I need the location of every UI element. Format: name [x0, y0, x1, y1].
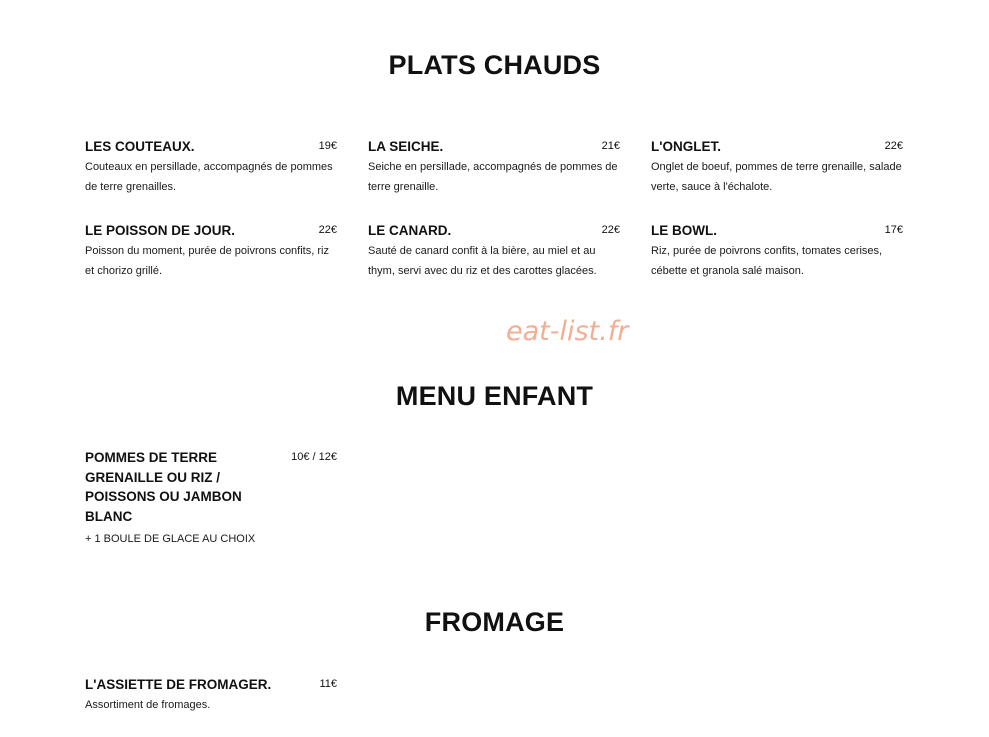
item-name: LE BOWL.	[651, 223, 717, 238]
menu-item	[368, 137, 620, 197]
item-name: LA SEICHE.	[368, 139, 444, 154]
item-price: 22€	[601, 224, 620, 236]
item-description: Seiche en persillade, accompagnés de pommes de terre grenaille.	[368, 161, 618, 193]
item-name: L'ONGLET.	[651, 139, 721, 154]
menu-item	[85, 448, 337, 549]
item-name: LES COUTEAUX.	[85, 139, 195, 154]
item-price: 19€	[318, 140, 337, 152]
item-description: Sauté de canard confit à la bière, au miel et au thym, servi avec du riz et des carottes glacées.	[368, 245, 597, 277]
item-description: + 1 BOULE DE GLACE AU CHOIX	[85, 533, 256, 545]
item-description: Onglet de boeuf, pommes de terre grenaille, salade verte, sauce à l'échalote.	[651, 161, 902, 193]
menu-item	[651, 221, 903, 281]
item-price: 22€	[318, 224, 337, 236]
section-title-fromage: FROMAGE	[424, 607, 565, 637]
item-description: Riz, purée de poivrons confits, tomates cerises, cébette et granola salé maison.	[651, 245, 883, 277]
item-description: Poisson du moment, purée de poivrons confits, riz et chorizo grillé.	[85, 245, 329, 277]
item-price: 10€ / 12€	[291, 451, 337, 463]
item-name: POMMES DE TERRE GRENAILLE OU RIZ / POISSONS OU JAMBON BLANC	[85, 450, 242, 524]
item-price: 22€	[884, 140, 903, 152]
item-price: 17€	[884, 224, 903, 236]
menu-item	[85, 221, 337, 281]
item-price: 11€	[319, 678, 337, 690]
item-description: Assortiment de fromages.	[85, 699, 211, 711]
menu-item	[85, 137, 337, 197]
watermark: eat-list.fr	[506, 316, 629, 347]
item-name: LE POISSON DE JOUR.	[85, 223, 236, 238]
section-title-plats-chauds: PLATS CHAUDS	[388, 50, 601, 80]
item-price: 21€	[601, 140, 620, 152]
item-name: L'ASSIETTE DE FROMAGER.	[85, 677, 272, 692]
item-description: Couteaux en persillade, accompagnés de pommes de terre grenailles.	[85, 161, 333, 193]
menu-item	[85, 675, 337, 715]
section-title-menu-enfant: MENU ENFANT	[395, 381, 594, 411]
menu-item	[368, 221, 620, 281]
menu-item	[651, 137, 903, 197]
item-name: LE CANARD.	[368, 223, 452, 238]
